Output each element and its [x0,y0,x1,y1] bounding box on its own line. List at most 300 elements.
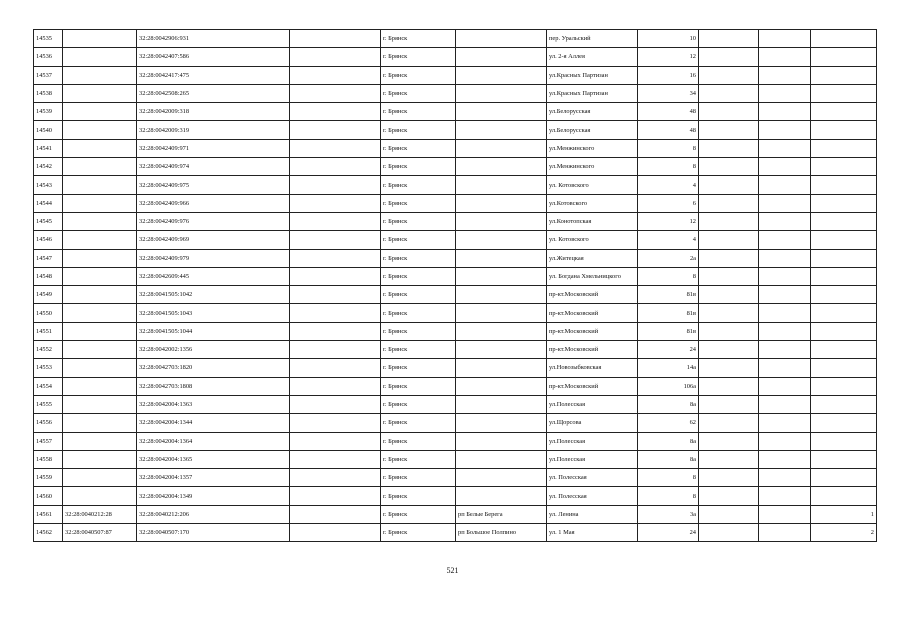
empty-cell [290,84,381,102]
table-row [34,249,877,267]
record-number-cell: 14553 [34,359,63,377]
city-cell: г. Брянск [381,487,456,505]
cadastral-number-cell: 32:28:0042004:1349 [137,487,290,505]
cadastral-number-cell: 32:28:0042407:586 [137,48,290,66]
parent-cadastral-cell [63,469,137,487]
empty-cell [759,194,811,212]
settlement-cell [456,66,547,84]
house-number-cell: 4 [638,176,699,194]
settlement-cell [456,304,547,322]
table-row [34,322,877,340]
empty-cell [699,395,759,413]
street-cell: ул. Полесская [547,487,638,505]
empty-cell [699,231,759,249]
city-cell: г. Брянск [381,341,456,359]
city-cell: г. Брянск [381,450,456,468]
city-cell: г. Брянск [381,505,456,523]
empty-cell [699,267,759,285]
empty-cell [699,505,759,523]
count-cell [811,30,877,48]
empty-cell [290,267,381,285]
page-number: 521 [446,566,459,575]
table-row [34,194,877,212]
count-cell [811,121,877,139]
house-number-cell: 81в [638,286,699,304]
house-number-cell: 81в [638,322,699,340]
empty-cell [290,66,381,84]
empty-cell [699,450,759,468]
cadastral-number-cell: 32:28:0041505:1044 [137,322,290,340]
empty-cell [290,469,381,487]
street-cell: ул. 1 Мая [547,524,638,542]
street-cell: ул. 2-я Аллея [547,48,638,66]
cadastral-number-cell: 32:28:0042009:318 [137,103,290,121]
settlement-cell [456,341,547,359]
empty-cell [759,469,811,487]
cadastral-number-cell: 32:28:0042004:1357 [137,469,290,487]
house-number-cell: 16 [638,66,699,84]
cadastral-number-cell: 32:28:0041505:1043 [137,304,290,322]
city-cell: г. Брянск [381,176,456,194]
parent-cadastral-cell [63,487,137,505]
street-cell: ул. Богдана Хмельницкого [547,267,638,285]
count-cell [811,341,877,359]
empty-cell [290,231,381,249]
settlement-cell [456,84,547,102]
record-number-cell: 14562 [34,524,63,542]
city-cell: г. Брянск [381,48,456,66]
settlement-cell [456,286,547,304]
table-row [34,432,877,450]
table-row [34,286,877,304]
empty-cell [759,505,811,523]
table-row [34,469,877,487]
cadastral-number-cell: 32:28:0042004:1363 [137,395,290,413]
table-row [34,158,877,176]
record-number-cell: 14549 [34,286,63,304]
settlement-cell [456,194,547,212]
parent-cadastral-cell: 32:28:0040212:28 [63,505,137,523]
street-cell: ул. Котовского [547,176,638,194]
empty-cell [290,341,381,359]
empty-cell [759,359,811,377]
house-number-cell: 4 [638,231,699,249]
empty-cell [290,176,381,194]
empty-cell [759,304,811,322]
table-row [34,139,877,157]
table-row [34,304,877,322]
empty-cell [290,395,381,413]
empty-cell [759,414,811,432]
settlement-cell [456,176,547,194]
record-number-cell: 14551 [34,322,63,340]
empty-cell [759,267,811,285]
settlement-cell [456,414,547,432]
street-cell: ул.Менжинского [547,139,638,157]
parent-cadastral-cell [63,176,137,194]
street-cell: ул. Котовского [547,231,638,249]
settlement-cell [456,395,547,413]
empty-cell [699,84,759,102]
settlement-cell [456,359,547,377]
house-number-cell: 8а [638,395,699,413]
house-number-cell: 12 [638,48,699,66]
settlement-cell [456,450,547,468]
empty-cell [290,505,381,523]
empty-cell [759,487,811,505]
empty-cell [699,48,759,66]
empty-cell [759,48,811,66]
empty-cell [759,286,811,304]
empty-cell [699,176,759,194]
parent-cadastral-cell [63,286,137,304]
record-number-cell: 14560 [34,487,63,505]
street-cell: ул.Красных Партизан [547,84,638,102]
empty-cell [759,322,811,340]
table-row [34,267,877,285]
city-cell: г. Брянск [381,66,456,84]
table-row [34,212,877,230]
empty-cell [699,66,759,84]
record-number-cell: 14558 [34,450,63,468]
empty-cell [290,48,381,66]
city-cell: г. Брянск [381,194,456,212]
parent-cadastral-cell [63,304,137,322]
record-number-cell: 14543 [34,176,63,194]
table-row [34,524,877,542]
street-cell: ул.Полесская [547,450,638,468]
record-number-cell: 14559 [34,469,63,487]
record-number-cell: 14546 [34,231,63,249]
cadastral-number-cell: 32:28:0042417:475 [137,66,290,84]
city-cell: г. Брянск [381,524,456,542]
empty-cell [699,139,759,157]
record-number-cell: 14537 [34,66,63,84]
cadastral-number-cell: 32:28:0042703:1808 [137,377,290,395]
table-row [34,30,877,48]
cadastral-number-cell: 32:28:0042409:971 [137,139,290,157]
table-row [34,359,877,377]
street-cell: пр-кт.Московский [547,341,638,359]
settlement-cell [456,121,547,139]
record-number-cell: 14561 [34,505,63,523]
empty-cell [290,304,381,322]
city-cell: г. Брянск [381,286,456,304]
parent-cadastral-cell [63,231,137,249]
parent-cadastral-cell [63,194,137,212]
city-cell: г. Брянск [381,30,456,48]
parent-cadastral-cell [63,341,137,359]
record-number-cell: 14544 [34,194,63,212]
count-cell [811,432,877,450]
street-cell: пр-кт.Московский [547,304,638,322]
count-cell: 1 [811,505,877,523]
count-cell [811,231,877,249]
parent-cadastral-cell [63,48,137,66]
table-row [34,66,877,84]
settlement-cell [456,48,547,66]
cadastral-number-cell: 32:28:0042004:1364 [137,432,290,450]
cadastral-number-cell: 32:28:0042906:931 [137,30,290,48]
empty-cell [759,377,811,395]
empty-cell [699,121,759,139]
record-number-cell: 14539 [34,103,63,121]
count-cell [811,212,877,230]
house-number-cell: 8 [638,158,699,176]
house-number-cell: 106а [638,377,699,395]
street-cell: ул.Полесская [547,432,638,450]
count-cell [811,322,877,340]
empty-cell [290,286,381,304]
count-cell [811,286,877,304]
table-row [34,414,877,432]
city-cell: г. Брянск [381,377,456,395]
parent-cadastral-cell: 32:28:0040507:87 [63,524,137,542]
street-cell: ул. Ленина [547,505,638,523]
table-row [34,176,877,194]
record-number-cell: 14557 [34,432,63,450]
house-number-cell: 8а [638,432,699,450]
empty-cell [759,176,811,194]
empty-cell [699,487,759,505]
empty-cell [699,377,759,395]
house-number-cell: 8 [638,469,699,487]
city-cell: г. Брянск [381,212,456,230]
count-cell [811,395,877,413]
empty-cell [759,30,811,48]
street-cell: ул.Щорсова [547,414,638,432]
city-cell: г. Брянск [381,267,456,285]
house-number-cell: 48 [638,121,699,139]
record-number-cell: 14554 [34,377,63,395]
empty-cell [290,158,381,176]
table-row [34,103,877,121]
parent-cadastral-cell [63,322,137,340]
house-number-cell: 12 [638,212,699,230]
empty-cell [699,249,759,267]
empty-cell [759,66,811,84]
empty-cell [290,524,381,542]
street-cell: пр-кт.Московский [547,286,638,304]
empty-cell [290,487,381,505]
parent-cadastral-cell [63,432,137,450]
record-number-cell: 14556 [34,414,63,432]
table-row [34,377,877,395]
cadastral-number-cell: 32:28:0042409:966 [137,194,290,212]
street-cell: ул.Котовского [547,194,638,212]
cadastral-number-cell: 32:28:0040212:206 [137,505,290,523]
settlement-cell [456,212,547,230]
street-cell: ул.Конотопская [547,212,638,230]
cadastral-number-cell: 32:28:0042004:1344 [137,414,290,432]
city-cell: г. Брянск [381,304,456,322]
count-cell [811,469,877,487]
count-cell [811,414,877,432]
parent-cadastral-cell [63,103,137,121]
house-number-cell: 8 [638,139,699,157]
count-cell [811,249,877,267]
street-cell: ул.Новозыбковская [547,359,638,377]
empty-cell [290,30,381,48]
house-number-cell: 81в [638,304,699,322]
empty-cell [290,103,381,121]
count-cell [811,103,877,121]
street-cell: ул.Полесская [547,395,638,413]
house-number-cell: 34 [638,84,699,102]
table-row [34,505,877,523]
empty-cell [290,194,381,212]
count-cell [811,267,877,285]
empty-cell [290,359,381,377]
cadastral-number-cell: 32:28:0042609:445 [137,267,290,285]
parent-cadastral-cell [63,121,137,139]
count-cell [811,84,877,102]
empty-cell [699,322,759,340]
empty-cell [290,450,381,468]
cadastral-number-cell: 32:28:0040507:170 [137,524,290,542]
settlement-cell: рп Белые Берега [456,505,547,523]
city-cell: г. Брянск [381,249,456,267]
empty-cell [290,414,381,432]
empty-cell [759,249,811,267]
empty-cell [759,103,811,121]
record-number-cell: 14542 [34,158,63,176]
empty-cell [699,341,759,359]
count-cell [811,487,877,505]
settlement-cell [456,267,547,285]
registry-table [33,29,877,542]
empty-cell [759,158,811,176]
count-cell [811,194,877,212]
count-cell [811,66,877,84]
cadastral-number-cell: 32:28:0042508:265 [137,84,290,102]
cadastral-number-cell: 32:28:0042409:976 [137,212,290,230]
cadastral-number-cell: 32:28:0042409:969 [137,231,290,249]
city-cell: г. Брянск [381,414,456,432]
count-cell [811,176,877,194]
record-number-cell: 14541 [34,139,63,157]
empty-cell [290,212,381,230]
record-number-cell: 14536 [34,48,63,66]
settlement-cell [456,322,547,340]
empty-cell [290,432,381,450]
parent-cadastral-cell [63,84,137,102]
cadastral-number-cell: 32:28:0042409:979 [137,249,290,267]
record-number-cell: 14540 [34,121,63,139]
parent-cadastral-cell [63,249,137,267]
parent-cadastral-cell [63,395,137,413]
house-number-cell: 8 [638,267,699,285]
house-number-cell: 24 [638,341,699,359]
empty-cell [699,432,759,450]
cadastral-number-cell: 32:28:0042009:319 [137,121,290,139]
count-cell [811,450,877,468]
empty-cell [759,341,811,359]
cadastral-number-cell: 32:28:0041505:1042 [137,286,290,304]
empty-cell [699,103,759,121]
table-row [34,341,877,359]
city-cell: г. Брянск [381,469,456,487]
house-number-cell: 8 [638,487,699,505]
empty-cell [759,524,811,542]
empty-cell [699,286,759,304]
settlement-cell [456,103,547,121]
empty-cell [759,84,811,102]
street-cell: пр-кт.Московский [547,377,638,395]
empty-cell [759,395,811,413]
empty-cell [699,359,759,377]
record-number-cell: 14550 [34,304,63,322]
empty-cell [699,212,759,230]
record-number-cell: 14547 [34,249,63,267]
record-number-cell: 14538 [34,84,63,102]
empty-cell [699,524,759,542]
record-number-cell: 14545 [34,212,63,230]
table-row [34,231,877,249]
count-cell [811,158,877,176]
cadastral-number-cell: 32:28:0042409:974 [137,158,290,176]
count-cell [811,359,877,377]
house-number-cell: 3а [638,505,699,523]
empty-cell [759,432,811,450]
count-cell [811,304,877,322]
empty-cell [290,377,381,395]
empty-cell [699,414,759,432]
parent-cadastral-cell [63,139,137,157]
empty-cell [699,158,759,176]
record-number-cell: 14535 [34,30,63,48]
city-cell: г. Брянск [381,103,456,121]
settlement-cell [456,487,547,505]
table-row [34,395,877,413]
parent-cadastral-cell [63,267,137,285]
cadastral-number-cell: 32:28:0042703:1820 [137,359,290,377]
house-number-cell: 2а [638,249,699,267]
house-number-cell: 14а [638,359,699,377]
settlement-cell [456,377,547,395]
house-number-cell: 10 [638,30,699,48]
settlement-cell [456,432,547,450]
city-cell: г. Брянск [381,231,456,249]
parent-cadastral-cell [63,450,137,468]
city-cell: г. Брянск [381,84,456,102]
table-row [34,84,877,102]
settlement-cell [456,469,547,487]
empty-cell [290,322,381,340]
table-body [34,30,877,542]
table-row [34,121,877,139]
table-row [34,450,877,468]
settlement-cell [456,139,547,157]
settlement-cell [456,249,547,267]
city-cell: г. Брянск [381,139,456,157]
empty-cell [699,30,759,48]
table-row [34,48,877,66]
settlement-cell [456,231,547,249]
parent-cadastral-cell [63,359,137,377]
city-cell: г. Брянск [381,359,456,377]
parent-cadastral-cell [63,66,137,84]
settlement-cell [456,158,547,176]
street-cell: пер. Уральский [547,30,638,48]
empty-cell [290,249,381,267]
empty-cell [699,304,759,322]
count-cell [811,139,877,157]
count-cell: 2 [811,524,877,542]
parent-cadastral-cell [63,30,137,48]
record-number-cell: 14548 [34,267,63,285]
empty-cell [290,139,381,157]
